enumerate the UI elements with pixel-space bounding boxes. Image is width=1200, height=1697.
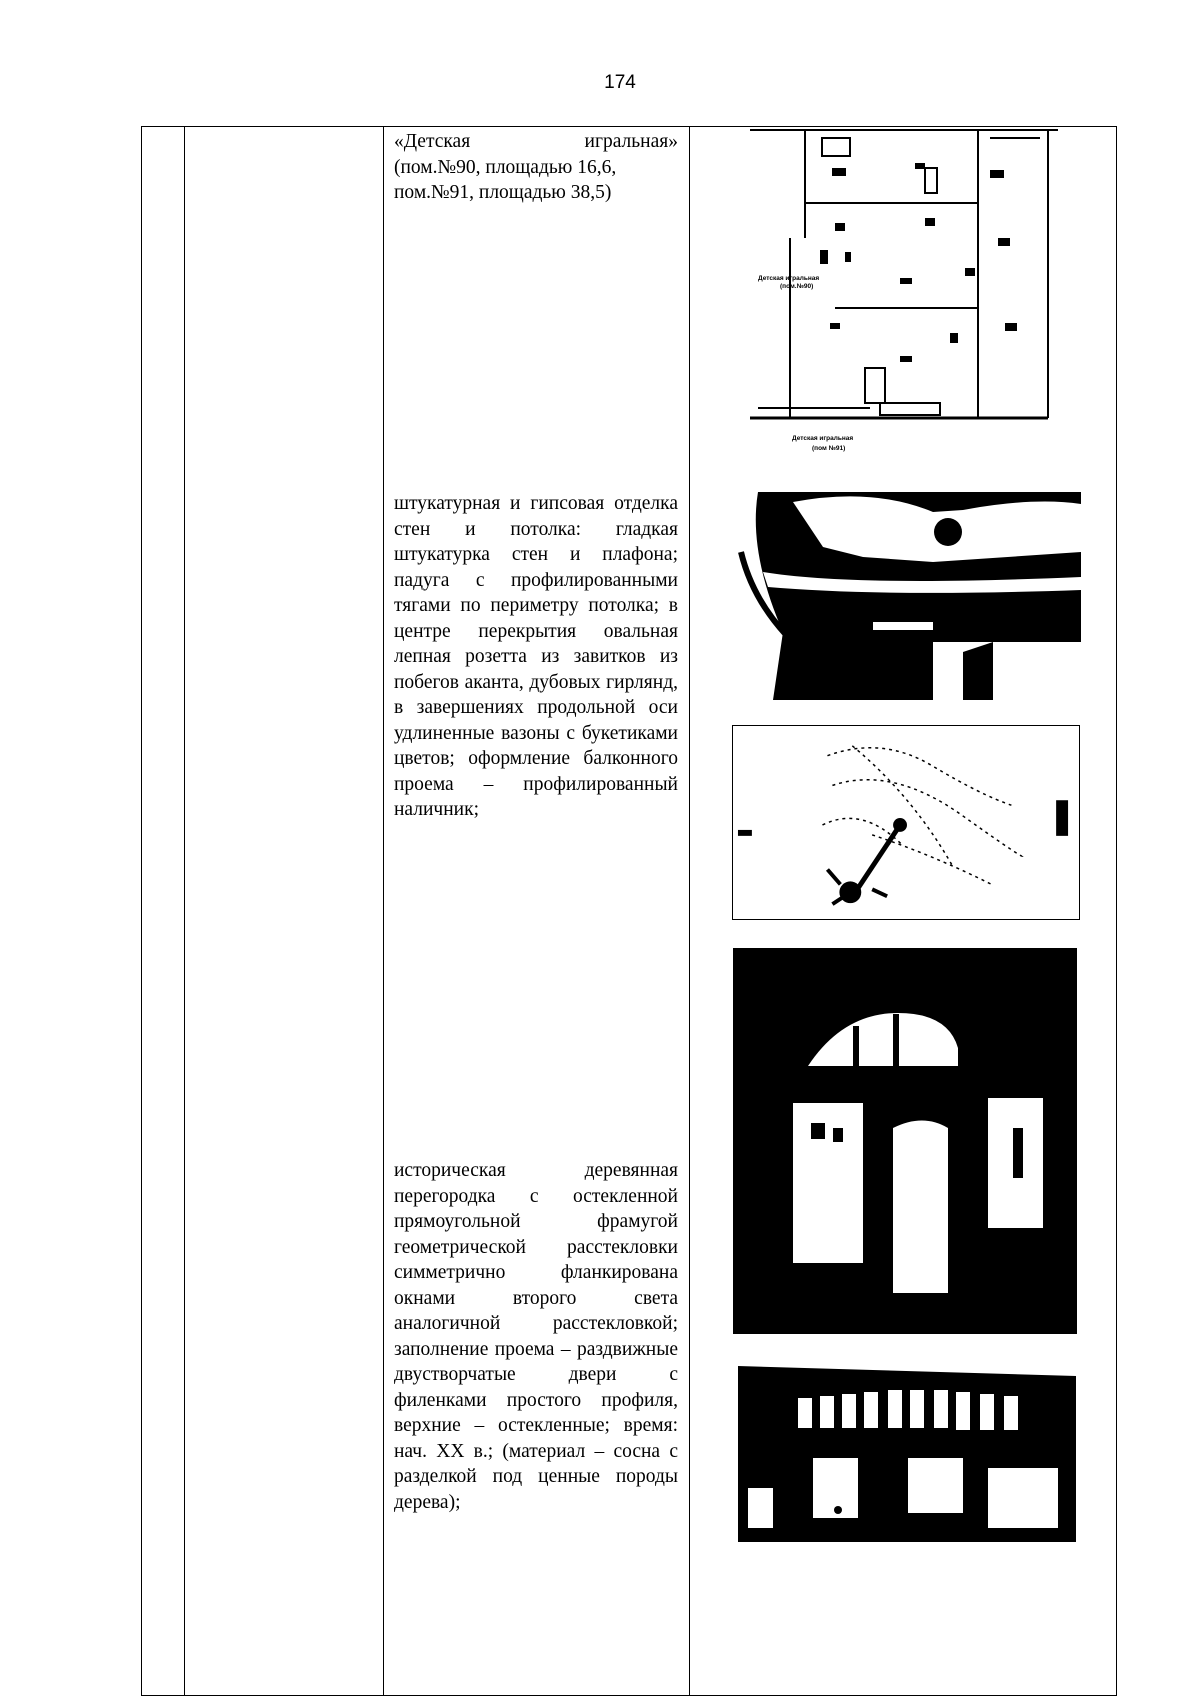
column-divider-1: [184, 126, 185, 1696]
plan-label-91-line2: (пом №91): [812, 445, 846, 452]
partition-doors-photo: [738, 1358, 1076, 1542]
plan-label-91-line1: Детская игральная: [792, 435, 854, 442]
floor-plan-drawing: [750, 128, 1058, 464]
room-title: [394, 129, 678, 206]
partition-description: историческая деревянная перегородка с остекленной прямоугольной фрамугой геометрической расстекловки симметрично фланкирована окнами второго света аналогичной расстекловкой; заполнение проема – раздвижные двустворчатые двери с филенками простого профиля, верхние – остекленные; время: нач. XX в.; (материал – сосна с разделкой под ценные породы дерева);: [394, 1160, 678, 1513]
plan-label-90-line1: Детская игральная: [758, 275, 820, 282]
ceiling-rosette-photo: [732, 725, 1080, 920]
column-divider-3: [689, 126, 690, 1696]
plan-label-90-line2: (пом.№90): [780, 283, 814, 290]
page-number: 174: [604, 72, 636, 93]
room-area-text: (пом.№90, площадью 16,6, пом.№91, площадью 38,5): [394, 156, 617, 203]
room-title-word-2: игральная»: [584, 131, 678, 152]
ceiling-cornice-photo: [733, 492, 1081, 700]
column-divider-2: [383, 126, 384, 1696]
partition-description-cell: [394, 1158, 678, 1515]
room-title-first-line: [394, 129, 678, 155]
finish-description: штукатурная и гипсовая отделка стен и потолка: гладкая штукатурка стен и плафона; падуга с профилированными тягами по периметру потолка; в центре перекрытия овальная лепная розетта из завитков из побегов аканта, дубовых гирлянд, в завершениях продольной оси удлиненные вазоны с букетиками цветов; оформление балконного проема – профилированный наличник;: [394, 493, 678, 820]
room-title-word-1: «Детская: [394, 131, 471, 152]
finish-description-cell: [394, 491, 678, 823]
floor-plan-image: [750, 128, 1058, 464]
partition-arch-photo: [733, 948, 1077, 1334]
